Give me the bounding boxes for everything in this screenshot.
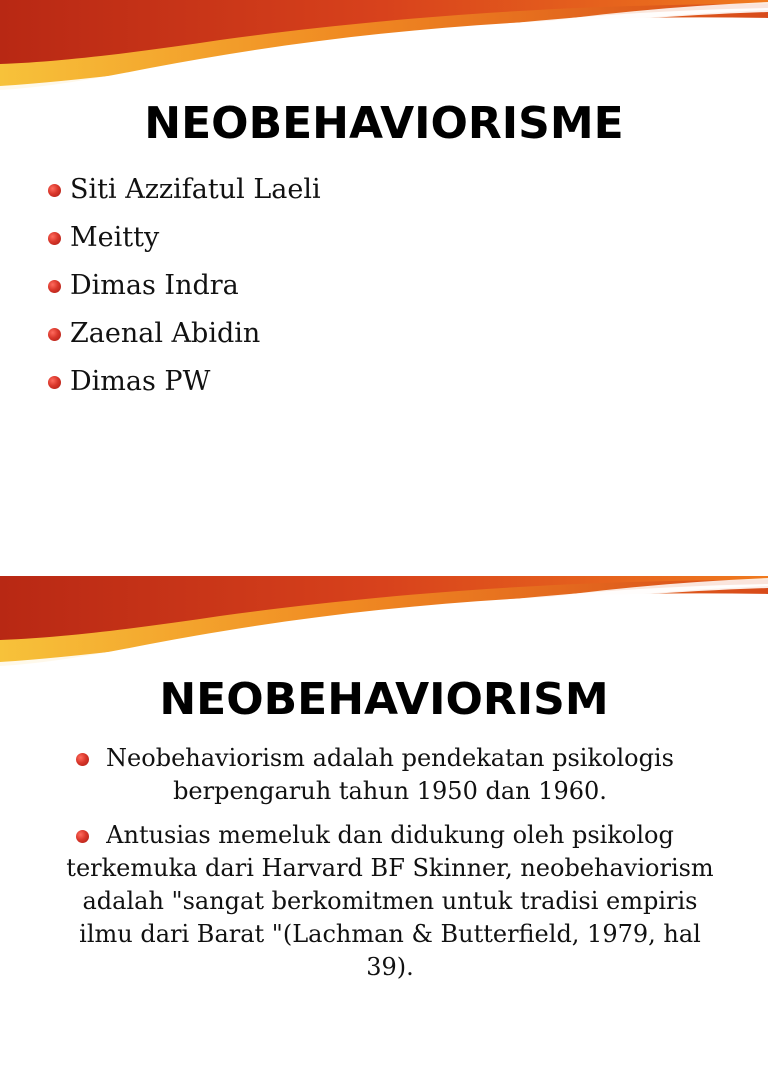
red-dot-icon xyxy=(48,232,61,245)
slide-title: NEOBEHAVIORISME xyxy=(144,98,624,149)
red-dot-icon xyxy=(48,184,61,197)
slide-2 xyxy=(0,576,768,1088)
paragraph-text: Antusias memeluk dan didukung oleh psikolog terkemuka dari Harvard BF Skinner, neobehaviorism adalah "sangat berkomitmen untuk tradisi empiris ilmu dari Barat "(Lachman & Butterfield, 1979, hal 39). xyxy=(66,821,714,981)
member-name: Meitty xyxy=(70,222,160,253)
slide-1 xyxy=(0,0,768,512)
member-name: Dimas PW xyxy=(70,366,211,397)
red-dot-icon xyxy=(76,753,89,766)
member-name: Dimas Indra xyxy=(70,270,239,301)
decorative-banner xyxy=(0,0,768,90)
red-dot-icon xyxy=(76,830,89,843)
list-item xyxy=(60,819,720,984)
paragraph-text: Neobehaviorism adalah pendekatan psikologis berpengaruh tahun 1950 dan 1960. xyxy=(106,744,674,805)
red-dot-icon xyxy=(48,280,61,293)
slide-title: NEOBEHAVIORISM xyxy=(159,674,609,725)
member-list xyxy=(48,166,321,406)
red-dot-icon xyxy=(48,376,61,389)
list-item xyxy=(60,742,720,808)
paragraph-list xyxy=(60,742,720,995)
list-item xyxy=(48,262,321,310)
list-item xyxy=(48,358,321,406)
red-dot-icon xyxy=(48,328,61,341)
decorative-banner xyxy=(0,576,768,666)
list-item xyxy=(48,214,321,262)
list-item xyxy=(48,166,321,214)
member-name: Zaenal Abidin xyxy=(70,318,261,349)
list-item xyxy=(48,310,321,358)
member-name: Siti Azzifatul Laeli xyxy=(70,174,321,205)
